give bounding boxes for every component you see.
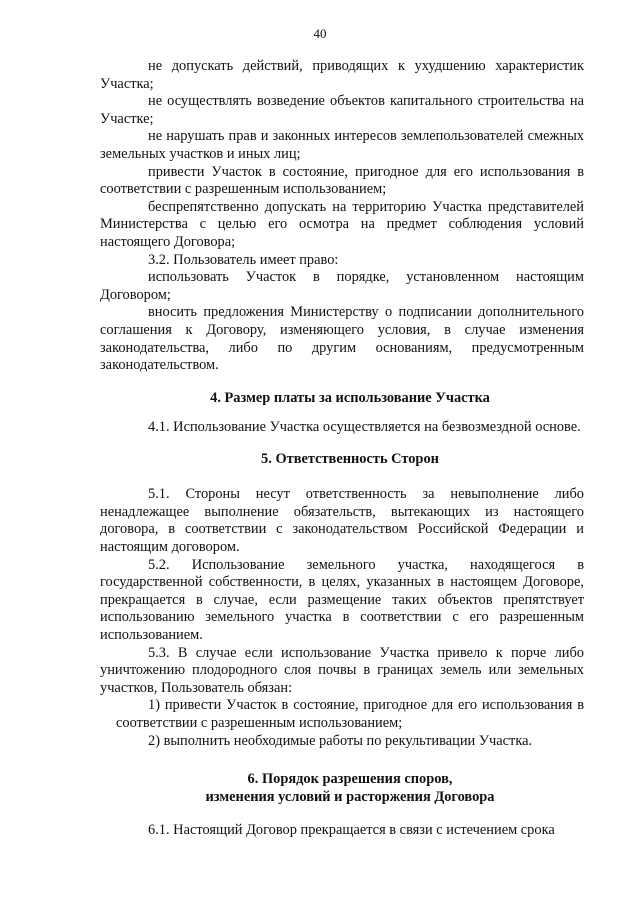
clause-6-1: 6.1. Настоящий Договор прекращается в связи с истечением срока (148, 822, 555, 839)
clause-use-parcel: использовать Участок в порядке, установленном настоящим Договором; (100, 269, 584, 303)
section-6-title-line-2: изменения условий и расторжения Договора (205, 789, 495, 806)
clause-5-3: 5.3. В случае если использование Участка привело к порче либо уничтожению плодородного слоя почвы в границах земель или земельных участков, Пользователь обязан: (100, 644, 584, 696)
section-5-title: 5. Ответственность Сторон (261, 451, 439, 468)
clause-no-construction: не осуществлять возведение объектов капитального строительства на Участке; (100, 93, 584, 127)
clause-3-2-heading: 3.2. Пользователь имеет право: (148, 251, 339, 268)
clause-no-deterioration: не допускать действий, приводящих к ухудшению характеристик Участка; (100, 58, 584, 92)
clause-restore-parcel: привести Участок в состояние, пригодное для его использования в соответствии с разрешенным использованием; (100, 163, 584, 198)
clause-5-3-item-1: 1) привести Участок в состояние, пригодное для его использования в соответствии с разрешенным использованием; (116, 697, 584, 731)
clause-5-1: 5.1. Стороны несут ответственность за невыполнение либо ненадлежащее выполнение обязательств, вытекающих из настоящего договора, в соответствии с законодательством Российской Федерации и настоящим договором. (100, 486, 584, 556)
section-6-title-line-1: 6. Порядок разрешения споров, (247, 771, 453, 788)
clause-allow-access: беспрепятственно допускать на территорию Участка представителей Министерства с целью его осмотра на предмет соблюдения условий настоящего Договора; (100, 198, 584, 250)
clause-propose-amendment: вносить предложения Министерству о подписании дополнительного соглашения к Договору, изменяющего условия, в случае изменения законодательства, либо по другим основаниям, предусмотренным законодательством. (100, 304, 584, 374)
clause-4-1: 4.1. Использование Участка осуществляется на безвозмездной основе. (148, 418, 581, 435)
page-number: 40 (313, 26, 327, 41)
section-4-title: 4. Размер платы за использование Участка (210, 389, 490, 406)
document-body (100, 58, 584, 840)
clause-5-2: 5.2. Использование земельного участка, находящегося в государственной собственности, в целях, указанных в настоящем Договоре, прекращается в случае, если размещение таких объектов препятствует использованию земельного участка в соответствии с его разрешенным использованием. (100, 556, 584, 644)
clause-5-3-item-2: 2) выполнить необходимые работы по рекультивации Участка. (148, 732, 533, 749)
clause-no-rights-violation: не нарушать прав и законных интересов землепользователей смежных земельных участков и иных лиц; (100, 128, 584, 162)
